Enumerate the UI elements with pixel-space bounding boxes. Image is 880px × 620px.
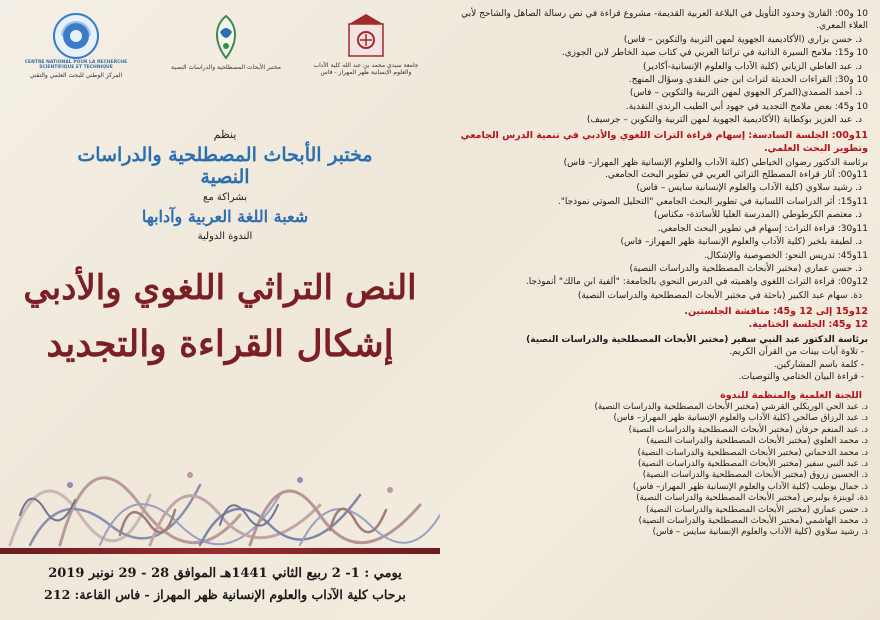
committee-member: د. عبد الحي الوريكلي القرشي (مختبر الأبحاث المصطلحية والدراسات النصية): [594, 401, 868, 412]
program-talk: 11و45: تدريس النحو: الخصوصية والإشكال.: [703, 250, 868, 261]
committee-member: ذ. جمال بوطيب (كلية الآداب والعلوم الإنسانية ظهر المهراز– فاس): [632, 481, 868, 492]
program-speaker: ذ. معتصم الكرطوطي (المدرسة العليا للأساتذة- مكناس): [653, 210, 862, 221]
session-6-chair: برئاسة الدكتور رضوان الخياطي (كلية الآداب والعلوم الإنسانية ظهر المهراز– فاس): [563, 157, 868, 168]
department-name: شعبة اللغة العربية وآدابها: [141, 207, 309, 226]
closing-item: - قراءة البيان الختامي والتوصيات.: [738, 372, 864, 383]
closing-heading: 12 و45: الجلسة الختامية.: [748, 318, 868, 330]
cnrst-caption-en: CENTRE NATIONAL POUR LA RECHERCHE SCIENTIFIQUE ET TECHNIQUE: [24, 60, 128, 70]
program-speaker: ذ. أحمد الصمدي(المركز الجهوي لمهن التربية والتكوين – فاس): [629, 88, 862, 99]
logos-row: [16, 12, 426, 104]
committee-member: د. محمد الدحماني (مختبر الأبحاث المصطلحية والدراسات النصية): [637, 447, 868, 458]
lab-emblem-icon: [206, 12, 246, 62]
program-speaker: ذ. حسن بزاري (الأكاديمية الجهوية لمهن التربية والتكوين – فاس): [623, 34, 862, 45]
symposium-title: [20, 268, 420, 366]
organizes-label: ينظم: [213, 128, 237, 141]
program-talk: 11و00: آثار قراءة المصطلح التراثي العربي في تطوير البحث الجامعي.: [604, 170, 868, 181]
cnrst-caption-ar: المركز الوطني للبحث العلمي والتقني: [29, 72, 123, 79]
program-items-a: [448, 8, 868, 127]
program-talk: 10 و45: بعض ملامح التجديد في جهود أبي الطيب الرندي النقدية.: [625, 101, 868, 112]
program-speaker: ذ. حسن عماري (مختبر الأبحاث المصطلحية والدراسات النصية): [629, 263, 862, 274]
calligraphy-decoration: [0, 395, 440, 555]
program-talk: 10 و00: القارئ وحدود التأويل في البلاغة العربية القديمة- مشروع قراءة في نص رسالة الصاهل والشاحج لأبي العلاء المعري.: [461, 9, 868, 32]
partnership-label: بشراكة مع: [203, 192, 247, 203]
title-line-2: إشكال القراءة والتجديد: [46, 323, 394, 365]
committee-member: د. عبد الرزاق صالحي (كلية الآداب والعلوم الإنسانية ظهر المهراز– فاس): [613, 413, 868, 424]
lab-name: مختبر الأبحاث المصطلحية والدراسات النصية: [77, 144, 373, 188]
lab-caption: مختبر الأبحاث المصطلحية والدراسات النصية: [171, 64, 281, 71]
program-talk: 11و15: أثر الدراسات اللسانية في تطوير البحث الجامعي "التحليل الصوتي نموذجا".: [557, 196, 868, 207]
lab-logo: [166, 12, 286, 71]
organizers-block: [60, 128, 390, 242]
program-talk: 10 و30: القراءات الحديثة لتراث ابن جني النقدي وسؤال المنهج.: [628, 75, 868, 86]
date-line: يومي : 1- 2 ربيع الثاني 1441هـ الموافق 28 - 29 نونبر 2019: [48, 566, 402, 581]
committee-member: ذة. لوبنزة بولبرص (مختبر الأبحاث المصطلحية والدراسات النصية): [636, 493, 868, 504]
program-talk: 11و30: قراءة التراث: إسهام في تطوير البحث الجامعي.: [657, 223, 868, 234]
committee-member: ذ. محمد الهاشمي (مختبر الأبحاث المصطلحية والدراسات النصية): [638, 516, 868, 527]
closing-item: - تلاوة آيات بينات من القرآن الكريم.: [729, 347, 864, 358]
discussion-line: 12و15 إلى 12 و45: مناقشة الجلستين.: [684, 306, 868, 318]
closing-chair: برئاسة الدكتور عبد النبي سفير (مختبر الأبحاث المصطلحية والدراسات النصية): [526, 334, 868, 345]
university-emblem-icon: [343, 12, 389, 60]
venue-line: برحاب كلية الآداب والعلوم الإنسانية ظهر المهراز - فاس القاعة: 212: [44, 587, 406, 602]
session-6-heading: 11و00: الجلسة السادسة: إسهام قراءة التراث اللغوي والأدبي في تنمية الدرس الجامعي وتطوير البحث العلمي.: [460, 129, 868, 154]
program-panel: [448, 8, 868, 614]
program-talk: 10 و15: ملامح السيرة الذاتية في تراثنا العربي في كتاب صيد الخاطر لابن الجوزي.: [561, 48, 868, 59]
decorative-band: [0, 548, 440, 554]
symposium-label: الندوة الدولية: [197, 231, 253, 242]
committee-list: [448, 402, 868, 539]
program-items-b: [448, 169, 868, 302]
program-talk: 12و00: قراءة التراث اللغوي واهميته في الدرس النحوي بالجامعة: "ألفية ابن مالك" أنموذجا.: [525, 277, 868, 288]
program-speaker: د. عبد العزيز بوكطاية (الأكاديمية الجهوية لمهن التربية والتكوين – جرسيف): [586, 115, 862, 126]
university-caption: جامعة سيدي محمد بن عبد الله كلية الآداب والعلوم الإنسانية ظهر المهراز - فاس: [313, 62, 419, 76]
committee-member: د. محمد العلوي (مختبر الأبحاث المصطلحية والدراسات النصية): [646, 436, 868, 447]
program-speaker: د. لطيفة بلخير (كلية الآداب والعلوم الإنسانية ظهر المهراز– فاس): [620, 237, 862, 248]
title-line-1: النص التراثي اللغوي والأدبي: [23, 268, 417, 308]
committee-member: د. عبد المنعم حرفان (مختبر الأبحاث المصطلحية والدراسات النصية): [628, 424, 868, 435]
committee-member: ذ. الحسين زروق (مختبر الأبحاث المصطلحية والدراسات النصية): [642, 470, 868, 481]
program-speaker: ذة. سهام عبد الكبير (باحثة في مختبر الأبحاث المصطلحية والدراسات النصية): [577, 290, 862, 301]
committee-heading: اللجنة العلمية والمنظمة للندوة: [720, 389, 862, 401]
program-speaker: ذ. رشيد سلاوي (كلية الآداب والعلوم الإنسانية سايس – فاس): [636, 183, 862, 194]
cnrst-logo: [16, 12, 136, 79]
program-speaker: د. عبد العاطي الزياني (كلية الآداب والعلوم الإنسانية-أكادير): [643, 61, 862, 72]
committee-member: د. عبد النبي سفير (مختبر الأبحاث المصطلحية والدراسات النصية): [637, 459, 868, 469]
committee-member: ذ. حسن عماري (مختبر الأبحاث المصطلحية والدراسات النصية): [646, 504, 868, 515]
cnrst-emblem-icon: [52, 12, 100, 60]
date-venue-block: [20, 566, 430, 602]
committee-member: ذ. رشيد سلاوي (كلية الآداب والعلوم الإنسانية سايس – فاس): [652, 527, 868, 538]
closing-items: [448, 346, 868, 383]
university-logo: [306, 12, 426, 76]
closing-item: - كلمة باسم المشاركين.: [773, 359, 864, 370]
